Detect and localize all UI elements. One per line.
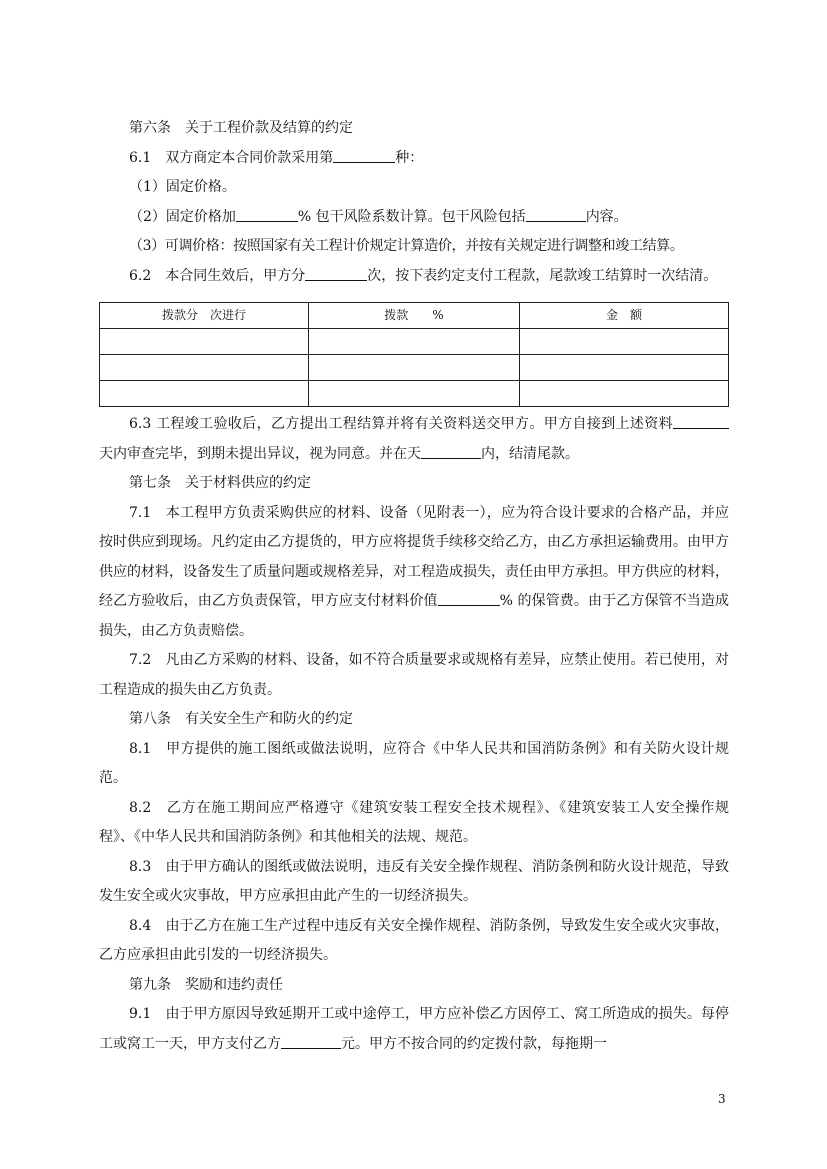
fill-blank (281, 1033, 341, 1049)
clause-text: % 包干风险系数计算。包干风险包括 (297, 208, 526, 225)
clause-8-1: 8.1 甲方提供的施工图纸或做法说明，应符合《中华人民共和国消防条例》和有关防火设计规范。 (99, 740, 729, 786)
fill-blank (673, 413, 729, 429)
clause-text: （2）固定价格加 (129, 208, 236, 225)
article-6-heading: 第六条 关于工程价款及结算的约定 (129, 120, 353, 136)
payment-schedule-table (99, 302, 729, 407)
clause-text: 9.1 由于甲方原因导致延期开工或中途停工，甲方应补偿乙方因停工、窝工所造成的损失。每停工或窝工一天，甲方支付乙方 (99, 1006, 729, 1052)
clause-text: 6.2 本合同生效后，甲方分 (129, 267, 306, 284)
table-cell (100, 355, 309, 381)
fill-blank (333, 147, 395, 163)
clause-6-2 (99, 262, 729, 292)
table-cell (100, 381, 309, 407)
clause-6-3 (99, 410, 729, 469)
clause-7-2: 7.2 凡由乙方采购的材料、设备，如不符合质量要求或规格有差异，应禁止使用。若已使用，对工程造成的损失由乙方负责。 (99, 652, 729, 698)
clause-text: 天内审查完毕，到期未提出异议，视为同意。并在天 (99, 445, 421, 462)
table-header-cell: 拨款分 次进行 (100, 303, 309, 329)
clause-8-4: 8.4 由于乙方在施工生产过程中违反有关安全操作规程、消防条例，导致发生安全或火灾事故，乙方应承担由此引发的一切经济损失。 (99, 917, 729, 963)
fill-blank (421, 443, 481, 459)
clause-text: % 的保管费。由于乙方保管不当造成损失，由乙方负责赔偿。 (99, 593, 729, 639)
clause-6-1-item-1: （1）固定价格。 (129, 179, 236, 195)
table-cell (100, 329, 309, 355)
table-cell (309, 329, 520, 355)
table-cell (520, 329, 729, 355)
clause-text: 元。甲方不按合同的约定拨付款，每拖期一 (341, 1035, 607, 1052)
table-cell (520, 355, 729, 381)
clause-text: 6.3 工程竣工验收后，乙方提出工程结算并将有关资料送交甲方。甲方自接到上述资料 (129, 416, 673, 432)
table-row (100, 329, 729, 355)
clause-6-1-item-2 (99, 203, 729, 233)
clause-text: 内容。 (585, 208, 628, 225)
table-header-row (100, 303, 729, 329)
clause-text: 种： (395, 149, 424, 166)
fill-blank (236, 206, 298, 222)
clause-7-1 (99, 499, 729, 647)
clause-text: 次，按下表约定支付工程款，尾款竣工结算时一次结清。 (367, 267, 718, 284)
article-7-heading: 第七条 关于材料供应的约定 (129, 475, 311, 491)
table-cell (520, 381, 729, 407)
clause-6-1-item-3: （3）可调价格：按照国家有关工程计价规定计算造价，并按有关规定进行调整和竣工结算。 (129, 238, 684, 254)
table-row (100, 381, 729, 407)
fill-blank (526, 206, 586, 222)
clause-text: 7.1 本工程甲方负责采购供应的材料、设备（见附表一），应为符合设计要求的合格产品，并应按时供应到现场。凡约定由乙方提货的，甲方应将提货手续移交给乙方，由乙方承担运输费用。由甲方供应的材料，设备发生了质量问题或规格差异，对工程造成损失，责任由甲方承担。甲方供应的材料，经乙方验收后，由乙方负责保管，甲方应支付材料价值 (99, 504, 729, 609)
table-row (100, 355, 729, 381)
article-9-heading: 第九条 奖励和违约责任 (129, 976, 283, 993)
table-header-cell: 拨款 % (309, 303, 520, 329)
table-cell (309, 355, 520, 381)
clause-text: 6.1 双方商定本合同价款采用第 (129, 149, 334, 166)
page-number: 3 (718, 1092, 726, 1106)
fill-blank (438, 590, 500, 606)
clause-6-1 (99, 144, 729, 174)
article-8-heading: 第八条 有关安全生产和防火的约定 (129, 711, 353, 727)
fill-blank (305, 265, 367, 281)
table-header-cell: 金 额 (520, 303, 729, 329)
clause-9-1 (99, 1000, 729, 1059)
clause-text: 内，结清尾款。 (481, 445, 579, 462)
clause-8-2: 8.2 乙方在施工期间应严格遵守《建筑安装工程安全技术规程》、《建筑安装工人安全操作规程》、《中华人民共和国消防条例》和其他相关的法规、规范。 (99, 799, 729, 845)
contract-body (99, 114, 729, 1059)
clause-8-3: 8.3 由于甲方确认的图纸或做法说明，违反有关安全操作规程、消防条例和防火设计规范，导致发生安全或火灾事故，甲方应承担由此产生的一切经济损失。 (99, 858, 729, 904)
table-cell (309, 381, 520, 407)
